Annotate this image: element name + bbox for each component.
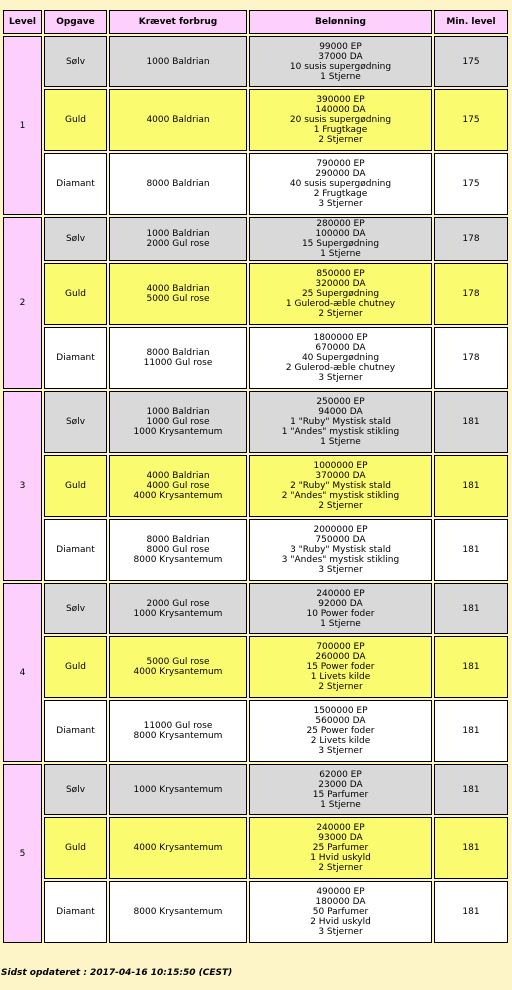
reward-cell	[249, 36, 432, 87]
reward-cell	[249, 817, 432, 879]
task-cell: Diamant	[44, 519, 107, 581]
required-cell	[109, 327, 247, 389]
required-cell	[109, 263, 247, 325]
reward-cell	[249, 519, 432, 581]
reward-line: 1 Stjerne	[320, 71, 361, 82]
reward-line: 10 Power foder	[306, 608, 375, 619]
min-level-cell: 175	[434, 153, 508, 215]
table-row	[3, 700, 508, 762]
reward-line: 240000 EP	[316, 588, 365, 599]
reward-line: 23000 DA	[318, 779, 363, 790]
task-cell: Sølv	[44, 217, 107, 261]
task-cell: Sølv	[44, 36, 107, 87]
reward-line: 290000 DA	[315, 169, 366, 179]
table-row	[3, 764, 508, 815]
reward-cell	[249, 455, 432, 517]
reward-line: 25 Parfumer	[312, 843, 369, 853]
reward-cell	[249, 391, 432, 453]
reward-line: 2 Livets kilde	[310, 736, 371, 746]
required-line: 5000 Gul rose	[146, 657, 210, 667]
required-line: 4000 Krysantemum	[133, 491, 223, 501]
required-line: 1000 Gul rose	[146, 417, 210, 427]
table-row	[3, 36, 508, 87]
required-cell	[109, 881, 247, 943]
task-cell: Diamant	[44, 700, 107, 762]
required-line: 4000 Krysantemum	[133, 843, 223, 853]
reward-line: 3 Stjerner	[318, 373, 363, 383]
table-row	[3, 153, 508, 215]
level-cell: 2	[3, 217, 42, 389]
required-cell	[109, 36, 247, 87]
required-cell	[109, 519, 247, 581]
reward-line: 3 Stjerner	[318, 565, 363, 575]
reward-line: 390000 EP	[316, 95, 365, 105]
min-level-cell: 181	[434, 455, 508, 517]
required-line: 8000 Krysantemum	[133, 731, 223, 741]
required-cell	[109, 583, 247, 634]
min-level-cell: 175	[434, 36, 508, 87]
reward-line: 2 Stjerner	[318, 135, 363, 145]
reward-line: 490000 EP	[316, 887, 365, 897]
reward-line: 1 Stjerne	[320, 618, 361, 629]
required-line: 11000 Gul rose	[143, 358, 213, 368]
reward-cell	[249, 153, 432, 215]
reward-line: 93000 DA	[318, 833, 363, 843]
required-line: 1000 Baldrian	[146, 407, 210, 417]
required-line: 1000 Krysantemum	[133, 784, 223, 795]
min-level-cell: 181	[434, 583, 508, 634]
header-task: Opgave	[44, 10, 107, 34]
level-cell: 1	[3, 36, 42, 215]
reward-line: 370000 DA	[315, 471, 366, 481]
reward-line: 15 Parfumer	[312, 789, 369, 800]
reward-line: 280000 EP	[316, 219, 365, 229]
reward-line: 92000 DA	[318, 598, 363, 609]
required-line: 8000 Baldrian	[146, 179, 210, 189]
reward-line: 40 susis supergødning	[289, 179, 392, 189]
reward-line: 2 Stjerner	[318, 863, 363, 873]
reward-line: 1000000 EP	[313, 461, 368, 471]
task-cell: Diamant	[44, 327, 107, 389]
reward-line: 62000 EP	[319, 769, 362, 780]
required-cell	[109, 217, 247, 261]
reward-line: 320000 DA	[315, 279, 366, 289]
required-line: 8000 Krysantemum	[133, 555, 223, 565]
reward-line: 2 "Andes" mystisk stikling	[281, 491, 400, 501]
reward-line: 15 Supergødning	[301, 239, 380, 249]
required-line: 4000 Baldrian	[146, 284, 210, 294]
table-row	[3, 455, 508, 517]
reward-line: 1 Livets kilde	[310, 672, 371, 682]
table-row	[3, 817, 508, 879]
reward-line: 25 Supergødning	[301, 289, 380, 299]
required-line: 8000 Gul rose	[146, 545, 210, 555]
reward-line: 20 susis supergødning	[289, 115, 392, 125]
reward-line: 1 Hvid uskyld	[310, 853, 371, 863]
table-row	[3, 391, 508, 453]
reward-line: 2 Gulerod-æble chutney	[285, 363, 396, 373]
reward-line: 3 "Ruby" Mystisk stald	[290, 545, 391, 555]
reward-line: 3 Stjerner	[318, 199, 363, 209]
last-updated: Sidst opdateret : 2017-04-16 10:15:50 (CEST)	[1, 968, 233, 978]
reward-line: 750000 DA	[315, 535, 366, 545]
required-line: 1000 Krysantemum	[133, 427, 223, 437]
reward-line: 15 Power foder	[306, 662, 375, 672]
task-cell: Sølv	[44, 391, 107, 453]
reward-cell	[249, 764, 432, 815]
reward-line: 670000 DA	[315, 343, 366, 353]
reward-line: 2 Hvid uskyld	[310, 917, 371, 927]
min-level-cell: 181	[434, 636, 508, 698]
task-cell: Guld	[44, 636, 107, 698]
table-row	[3, 881, 508, 943]
required-line: 2000 Gul rose	[146, 239, 210, 249]
required-line: 5000 Gul rose	[146, 294, 210, 304]
reward-line: 2 Stjerner	[318, 682, 363, 692]
required-cell	[109, 764, 247, 815]
level-cell: 5	[3, 764, 42, 943]
required-line: 1000 Baldrian	[146, 229, 210, 239]
reward-line: 2 Frugtkage	[313, 189, 368, 199]
header-row	[3, 10, 508, 34]
min-level-cell: 175	[434, 89, 508, 151]
reward-cell	[249, 636, 432, 698]
required-line: 8000 Baldrian	[146, 348, 210, 358]
min-level-cell: 178	[434, 263, 508, 325]
table-row	[3, 263, 508, 325]
required-cell	[109, 700, 247, 762]
reward-line: 99000 EP	[319, 41, 362, 52]
reward-line: 37000 DA	[318, 51, 363, 62]
header-level: Level	[3, 10, 42, 34]
reward-line: 260000 DA	[315, 652, 366, 662]
reward-line: 2 Stjerner	[318, 501, 363, 511]
level-cell: 4	[3, 583, 42, 762]
reward-line: 1 Stjerne	[320, 799, 361, 810]
reward-line: 1 Stjerne	[320, 249, 361, 259]
header-required: Krævet forbrug	[109, 10, 247, 34]
level-cell: 3	[3, 391, 42, 581]
required-line: 4000 Gul rose	[146, 481, 210, 491]
reward-line: 10 susis supergødning	[289, 61, 392, 72]
required-line: 1000 Baldrian	[146, 56, 210, 67]
min-level-cell: 178	[434, 217, 508, 261]
rewards-table	[1, 8, 510, 945]
required-line: 4000 Krysantemum	[133, 667, 223, 677]
required-line: 4000 Baldrian	[146, 115, 210, 125]
task-cell: Diamant	[44, 153, 107, 215]
reward-line: 50 Parfumer	[312, 907, 369, 917]
header-reward: Belønning	[249, 10, 432, 34]
reward-line: 100000 DA	[315, 229, 366, 239]
required-line: 8000 Baldrian	[146, 535, 210, 545]
reward-line: 3 Stjerner	[318, 746, 363, 756]
reward-line: 1 "Andes" mystisk stikling	[281, 427, 400, 437]
reward-line: 850000 EP	[316, 269, 365, 279]
reward-line: 1 "Ruby" Mystisk stald	[290, 417, 391, 427]
required-cell	[109, 817, 247, 879]
required-cell	[109, 153, 247, 215]
reward-line: 1500000 EP	[313, 706, 368, 716]
reward-line: 2 Stjerner	[318, 309, 363, 319]
reward-cell	[249, 327, 432, 389]
table-row	[3, 89, 508, 151]
reward-line: 40 Supergødning	[301, 353, 380, 363]
reward-line: 1 Stjerne	[320, 437, 361, 447]
table-row	[3, 217, 508, 261]
task-cell: Guld	[44, 89, 107, 151]
reward-line: 2000000 EP	[313, 525, 368, 535]
reward-line: 250000 EP	[316, 397, 365, 407]
required-line: 4000 Baldrian	[146, 471, 210, 481]
reward-line: 25 Power foder	[306, 726, 375, 736]
min-level-cell: 181	[434, 391, 508, 453]
task-cell: Diamant	[44, 881, 107, 943]
task-cell: Guld	[44, 817, 107, 879]
reward-cell	[249, 881, 432, 943]
required-cell	[109, 636, 247, 698]
reward-line: 1800000 EP	[313, 333, 368, 343]
task-cell: Guld	[44, 455, 107, 517]
min-level-cell: 178	[434, 327, 508, 389]
reward-cell	[249, 583, 432, 634]
min-level-cell: 181	[434, 519, 508, 581]
reward-line: 2 "Ruby" Mystisk stald	[290, 481, 391, 491]
reward-line: 94000 DA	[318, 407, 363, 417]
reward-line: 3 "Andes" mystisk stikling	[281, 555, 400, 565]
reward-cell	[249, 217, 432, 261]
required-line: 8000 Krysantemum	[133, 907, 223, 917]
required-cell	[109, 455, 247, 517]
table-row	[3, 636, 508, 698]
min-level-cell: 181	[434, 817, 508, 879]
table-row	[3, 519, 508, 581]
required-line: 11000 Gul rose	[143, 721, 213, 731]
task-cell: Sølv	[44, 583, 107, 634]
reward-line: 180000 DA	[315, 897, 366, 907]
reward-line: 1 Gulerod-æble chutney	[285, 299, 396, 309]
min-level-cell: 181	[434, 764, 508, 815]
task-cell: Guld	[44, 263, 107, 325]
reward-line: 1 Frugtkage	[313, 125, 368, 135]
reward-cell	[249, 89, 432, 151]
required-line: 2000 Gul rose	[146, 598, 210, 609]
min-level-cell: 181	[434, 700, 508, 762]
min-level-cell: 181	[434, 881, 508, 943]
task-cell: Sølv	[44, 764, 107, 815]
required-cell	[109, 89, 247, 151]
reward-line: 140000 DA	[315, 105, 366, 115]
reward-line: 700000 EP	[316, 642, 365, 652]
reward-cell	[249, 263, 432, 325]
table-row	[3, 327, 508, 389]
reward-line: 560000 DA	[315, 716, 366, 726]
reward-line: 240000 EP	[316, 823, 365, 833]
table-row	[3, 583, 508, 634]
required-cell	[109, 391, 247, 453]
header-min-level: Min. level	[434, 10, 508, 34]
required-line: 1000 Krysantemum	[133, 608, 223, 619]
reward-line: 790000 EP	[316, 159, 365, 169]
reward-line: 3 Stjerner	[318, 927, 363, 937]
reward-cell	[249, 700, 432, 762]
